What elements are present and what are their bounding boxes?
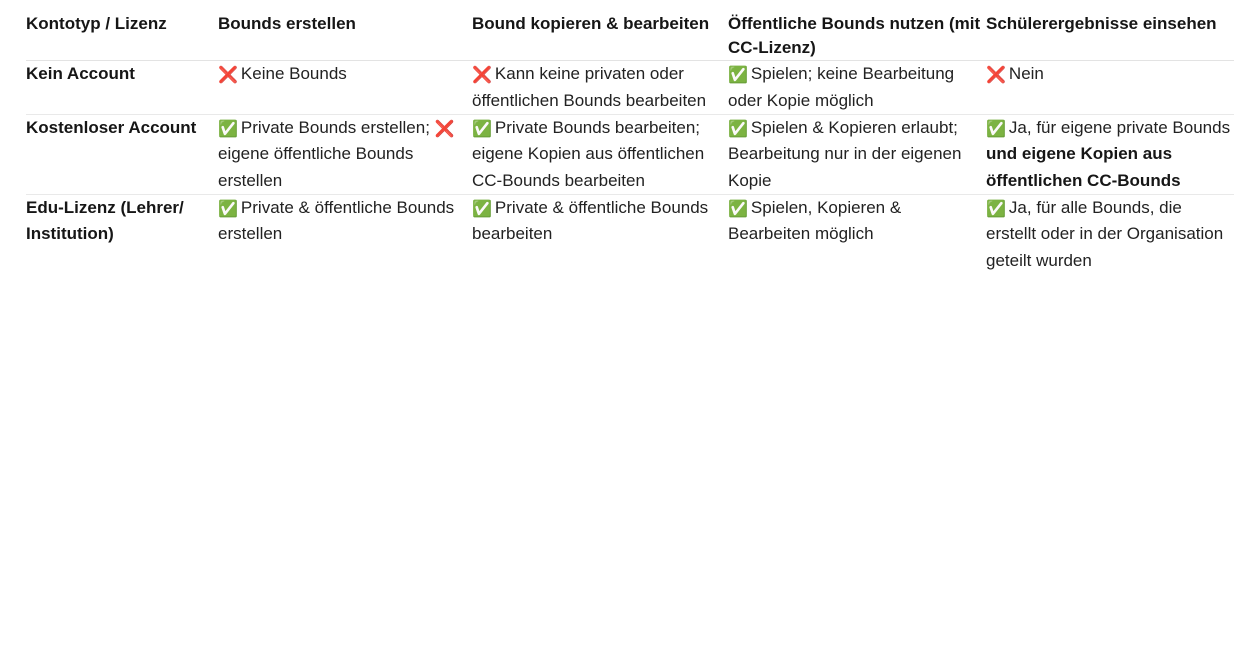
check-icon: ✅ (728, 198, 748, 218)
row-label-no-account: Kein Account (26, 61, 218, 115)
check-icon: ✅ (218, 198, 238, 218)
check-icon: ✅ (728, 118, 748, 138)
cell-text: Private & öffentliche Bounds erstellen (218, 197, 455, 244)
table-header (26, 12, 1234, 61)
cell-text-secondary: eigene öffentliche Bounds erstellen (218, 144, 414, 190)
column-header-copy-edit-bound: Bound kopieren & bearbeiten (472, 12, 728, 61)
row-label-free-account: Kostenloser Account (26, 114, 218, 194)
cell-free-account-public-cc (728, 114, 986, 194)
cell-free-account-copy-edit (472, 114, 728, 194)
cell-text: Private & öffentliche Bounds bearbeiten (472, 197, 709, 244)
cell-text: Private Bounds erstellen; (240, 117, 435, 137)
cross-icon: ❌ (434, 118, 455, 138)
column-header-create-bounds: Bounds erstellen (218, 12, 472, 61)
cell-edu-public-cc (728, 194, 986, 274)
cell-no-account-create (218, 61, 472, 115)
cell-text: Spielen & Kopieren erlaubt; Bearbeitung nur in der eigenen Kopie (728, 117, 962, 190)
check-icon: ✅ (218, 118, 238, 138)
cell-text: Ja, für alle Bounds, die erstellt oder in der Organisation geteilt wurden (986, 197, 1224, 270)
cell-text: Spielen; keine Bearbeitung oder Kopie möglich (728, 64, 955, 110)
cell-edu-results (986, 194, 1234, 274)
cell-edu-create (218, 194, 472, 274)
cell-free-account-create (218, 114, 472, 194)
check-icon: ✅ (472, 118, 492, 138)
cell-text: Nein (1008, 64, 1044, 84)
check-icon: ✅ (986, 118, 1006, 138)
row-label-edu-license: Edu-Lizenz (Lehrer/ Institution) (26, 197, 184, 244)
column-header-public-bounds-cc: Öffentliche Bounds nutzen (mit CC-Lizenz) (728, 12, 986, 61)
cell-text: Spielen, Kopieren & Bearbeiten möglich (728, 197, 902, 244)
cross-icon: ❌ (472, 65, 492, 85)
column-header-account-type: Kontotyp / Lizenz (26, 12, 218, 61)
cross-icon: ❌ (986, 65, 1006, 85)
table-row (26, 61, 1234, 115)
check-icon: ✅ (986, 198, 1006, 218)
cell-text-emphasis: und eigene Kopien aus öffentlichen CC-Bounds (986, 144, 1181, 190)
column-header-student-results: Schülerergebnisse einsehen (986, 12, 1234, 61)
cell-edu-copy-edit (472, 194, 728, 274)
table-row (26, 114, 1234, 194)
cell-no-account-results (986, 61, 1234, 115)
cell-no-account-copy-edit (472, 61, 728, 115)
feature-comparison-table (26, 12, 1234, 274)
table-row (26, 194, 1234, 274)
table-header-row (26, 12, 1234, 61)
cell-text: Kann keine privaten oder öffentlichen Bounds bearbeiten (472, 64, 707, 110)
cross-icon: ❌ (218, 65, 238, 85)
cell-text: Private Bounds bearbeiten; eigene Kopien aus öffentlichen CC-Bounds bearbeiten (472, 117, 705, 190)
cell-free-account-results (986, 114, 1234, 194)
cell-text: Keine Bounds (240, 64, 347, 84)
check-icon: ✅ (472, 198, 492, 218)
table-body (26, 61, 1234, 274)
cell-text: Ja, für eigene private Bounds (1008, 117, 1231, 137)
cell-no-account-public-cc (728, 61, 986, 115)
check-icon: ✅ (728, 65, 748, 85)
